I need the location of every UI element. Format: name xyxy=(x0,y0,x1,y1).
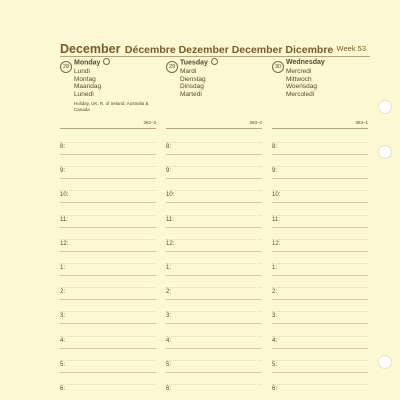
day-column-wednesday xyxy=(272,58,368,392)
hour-slot[interactable]: 9: xyxy=(60,154,156,178)
hour-slot[interactable]: 12: xyxy=(166,227,262,251)
day-header xyxy=(166,58,262,128)
divider xyxy=(272,128,368,129)
month-translations: Décembre Dezember December Dicembre xyxy=(124,44,334,56)
month-title xyxy=(60,40,333,58)
hour-slot[interactable]: 12: xyxy=(60,227,156,251)
divider xyxy=(166,128,262,129)
day-name: Tuesday xyxy=(180,59,218,66)
divider xyxy=(60,128,156,129)
date-circle: 30 xyxy=(272,61,284,73)
hour-slot[interactable]: 2: xyxy=(272,275,368,299)
hour-slot[interactable]: 10: xyxy=(60,178,156,202)
hour-slot[interactable]: 1: xyxy=(166,251,262,275)
hour-slots xyxy=(166,130,262,396)
hour-slot[interactable]: 5: xyxy=(166,348,262,372)
hour-slot[interactable]: 8: xyxy=(60,130,156,154)
hour-slot[interactable]: 5: xyxy=(272,348,368,372)
page-header xyxy=(60,38,370,57)
hour-slot[interactable]: 4: xyxy=(272,324,368,348)
hour-slot[interactable]: 6: xyxy=(272,372,368,396)
hour-slot[interactable]: 9: xyxy=(166,154,262,178)
date-circle: 29 xyxy=(166,61,178,73)
moon-phase-icon xyxy=(103,58,110,65)
hour-slot[interactable]: 4: xyxy=(166,324,262,348)
date-circle: 28 xyxy=(60,61,72,73)
hour-slot[interactable]: 2: xyxy=(60,275,156,299)
hour-slot[interactable]: 8: xyxy=(166,130,262,154)
hour-slot[interactable]: 11: xyxy=(166,203,262,227)
week-number: Week 53 xyxy=(336,44,366,53)
binder-hole xyxy=(378,355,392,369)
day-of-year: 362–3 xyxy=(143,120,156,125)
day-of-year: 363–2 xyxy=(249,120,262,125)
day-of-year: 364–1 xyxy=(355,120,368,125)
hour-slot[interactable]: 1: xyxy=(60,251,156,275)
binder-hole xyxy=(378,145,392,159)
hour-slot[interactable]: 3: xyxy=(60,299,156,323)
moon-phase-icon xyxy=(211,58,218,65)
holiday-note: Holiday, UK, R. of Ireland, Australia & Canada xyxy=(74,101,149,112)
day-name: Monday xyxy=(74,59,110,66)
hour-slot[interactable]: 9: xyxy=(272,154,368,178)
hour-slot[interactable]: 2: xyxy=(166,275,262,299)
hour-slot[interactable]: 12: xyxy=(272,227,368,251)
hour-slot[interactable]: 1: xyxy=(272,251,368,275)
hour-slot[interactable]: 11: xyxy=(60,203,156,227)
day-column-tuesday xyxy=(166,58,262,392)
day-column-monday xyxy=(60,58,156,392)
day-translations: Mercredi Mittwoch Woensdag Mercoledì xyxy=(286,68,317,98)
binder-hole xyxy=(378,100,392,114)
day-translations: Mardi Dienstag Dinsdag Martedì xyxy=(180,68,206,98)
hour-slot[interactable]: 10: xyxy=(166,178,262,202)
month-name: December xyxy=(60,42,121,56)
hour-slots xyxy=(272,130,368,396)
hour-slot[interactable]: 3: xyxy=(272,299,368,323)
hour-slot[interactable]: 6: xyxy=(60,372,156,396)
hour-slot[interactable]: 8: xyxy=(272,130,368,154)
hour-slot[interactable]: 11: xyxy=(272,203,368,227)
day-header xyxy=(60,58,156,128)
hour-slot[interactable]: 4: xyxy=(60,324,156,348)
hour-slots xyxy=(60,130,156,396)
hour-slot[interactable]: 10: xyxy=(272,178,368,202)
hour-slot[interactable]: 5: xyxy=(60,348,156,372)
day-name: Wednesday xyxy=(286,59,325,66)
hour-slot[interactable]: 3: xyxy=(166,299,262,323)
hour-slot[interactable]: 6: xyxy=(166,372,262,396)
day-header xyxy=(272,58,368,128)
day-translations: Lundi Montag Maandag Lunedì xyxy=(74,68,102,98)
